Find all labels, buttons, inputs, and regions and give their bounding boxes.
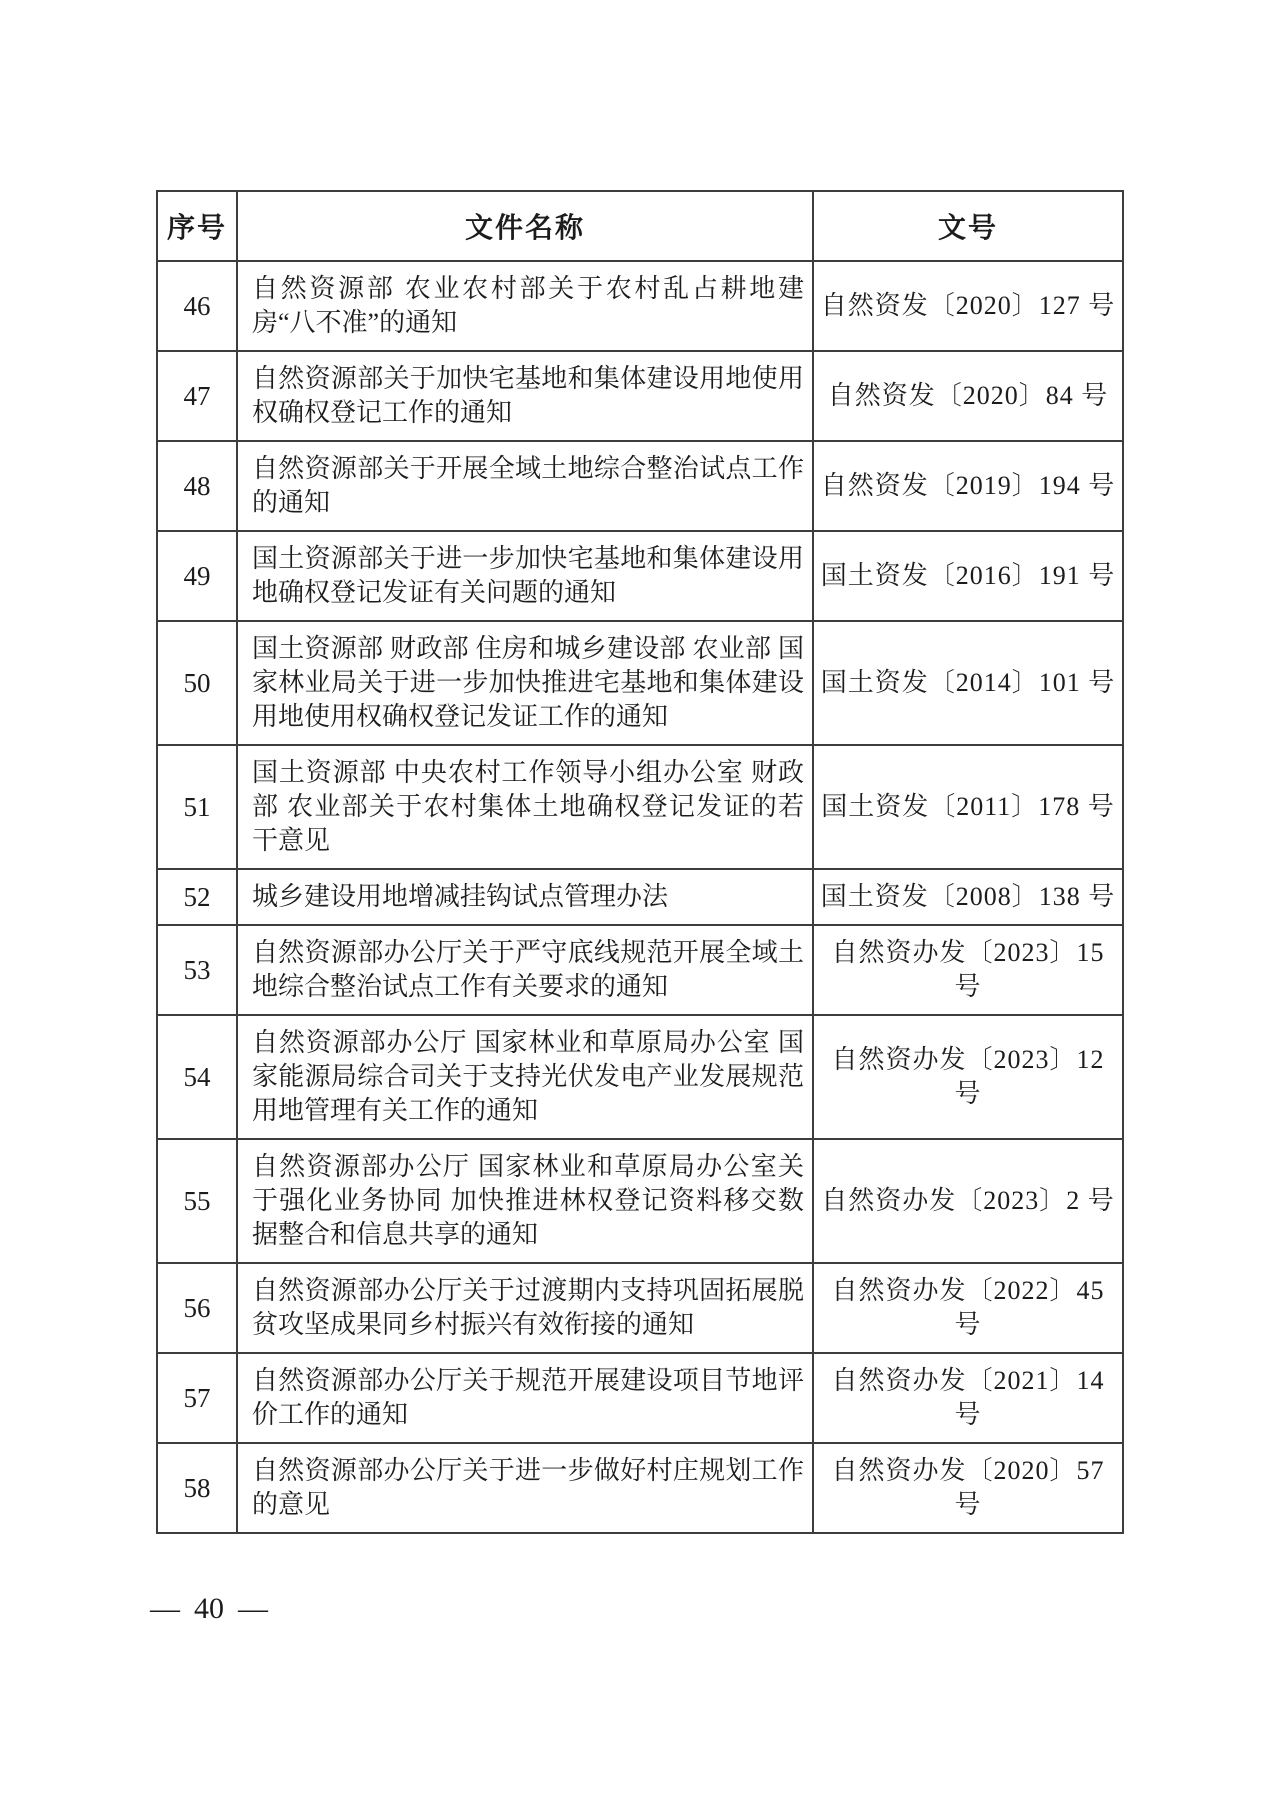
row-docnumber-cell: 国土资发〔2014〕101 号 (813, 621, 1123, 745)
page-number-dash-left: — (150, 1592, 180, 1625)
row-serial-cell: 57 (157, 1353, 237, 1443)
row-docnumber-cell: 国土资发〔2011〕178 号 (813, 745, 1123, 869)
row-docnumber-cell: 自然资办发〔2020〕57 号 (813, 1443, 1123, 1533)
row-filename-cell: 国土资源部关于进一步加快宅基地和集体建设用地确权登记发证有关问题的通知 (237, 531, 813, 621)
row-docnumber-cell: 自然资办发〔2022〕45 号 (813, 1263, 1123, 1353)
row-serial-cell: 53 (157, 925, 237, 1015)
document-table (156, 190, 1124, 1534)
table-row (157, 531, 1123, 621)
row-docnumber-cell: 自然资发〔2020〕127 号 (813, 261, 1123, 351)
row-filename-cell: 自然资源部办公厅关于过渡期内支持巩固拓展脱贫攻坚成果同乡村振兴有效衔接的通知 (237, 1263, 813, 1353)
row-filename-cell: 自然资源部 农业农村部关于农村乱占耕地建房“八不准”的通知 (237, 261, 813, 351)
row-filename-cell: 自然资源部办公厅关于规范开展建设项目节地评价工作的通知 (237, 1353, 813, 1443)
row-docnumber-cell: 国土资发〔2016〕191 号 (813, 531, 1123, 621)
row-filename-cell: 自然资源部关于开展全域土地综合整治试点工作的通知 (237, 441, 813, 531)
table-row (157, 441, 1123, 531)
row-serial-cell: 50 (157, 621, 237, 745)
row-serial-cell: 51 (157, 745, 237, 869)
table-row (157, 1139, 1123, 1263)
table-row (157, 925, 1123, 1015)
row-serial-cell: 46 (157, 261, 237, 351)
table-row (157, 261, 1123, 351)
page-number-dash-right: — (238, 1592, 268, 1625)
row-docnumber-cell: 自然资办发〔2023〕2 号 (813, 1139, 1123, 1263)
row-docnumber-cell: 自然资办发〔2023〕15 号 (813, 925, 1123, 1015)
row-filename-cell: 自然资源部办公厅关于进一步做好村庄规划工作的意见 (237, 1443, 813, 1533)
table-body (157, 261, 1123, 1533)
table-row (157, 745, 1123, 869)
page-number-value: 40 (194, 1592, 224, 1625)
row-serial-cell: 47 (157, 351, 237, 441)
table-row (157, 1443, 1123, 1533)
row-filename-cell: 国土资源部 财政部 住房和城乡建设部 农业部 国家林业局关于进一步加快推进宅基地和集体建设用地使用权确权登记发证工作的通知 (237, 621, 813, 745)
row-filename-cell: 自然资源部办公厅 国家林业和草原局办公室关于强化业务协同 加快推进林权登记资料移交数据整合和信息共享的通知 (237, 1139, 813, 1263)
row-serial-cell: 48 (157, 441, 237, 531)
header-cell-filename: 文件名称 (237, 191, 813, 261)
table-row (157, 621, 1123, 745)
table-row (157, 1353, 1123, 1443)
row-serial-cell: 54 (157, 1015, 237, 1139)
row-docnumber-cell: 自然资办发〔2021〕14 号 (813, 1353, 1123, 1443)
row-docnumber-cell: 国土资发〔2008〕138 号 (813, 869, 1123, 925)
row-serial-cell: 58 (157, 1443, 237, 1533)
row-docnumber-cell: 自然资发〔2020〕84 号 (813, 351, 1123, 441)
row-filename-cell: 城乡建设用地增减挂钩试点管理办法 (237, 869, 813, 925)
header-cell-serial: 序号 (157, 191, 237, 261)
row-filename-cell: 国土资源部 中央农村工作领导小组办公室 财政部 农业部关于农村集体土地确权登记发证的若干意见 (237, 745, 813, 869)
row-serial-cell: 52 (157, 869, 237, 925)
table-row (157, 351, 1123, 441)
page-number (150, 1592, 268, 1626)
row-serial-cell: 49 (157, 531, 237, 621)
row-filename-cell: 自然资源部办公厅关于严守底线规范开展全域土地综合整治试点工作有关要求的通知 (237, 925, 813, 1015)
row-docnumber-cell: 自然资办发〔2023〕12 号 (813, 1015, 1123, 1139)
row-filename-cell: 自然资源部关于加快宅基地和集体建设用地使用权确权登记工作的通知 (237, 351, 813, 441)
row-docnumber-cell: 自然资发〔2019〕194 号 (813, 441, 1123, 531)
table-head (157, 191, 1123, 261)
row-serial-cell: 56 (157, 1263, 237, 1353)
table-row (157, 1263, 1123, 1353)
table-header-row (157, 191, 1123, 261)
header-cell-docnumber: 文号 (813, 191, 1123, 261)
table-row (157, 869, 1123, 925)
row-filename-cell: 自然资源部办公厅 国家林业和草原局办公室 国家能源局综合司关于支持光伏发电产业发展规范用地管理有关工作的通知 (237, 1015, 813, 1139)
row-serial-cell: 55 (157, 1139, 237, 1263)
table-row (157, 1015, 1123, 1139)
